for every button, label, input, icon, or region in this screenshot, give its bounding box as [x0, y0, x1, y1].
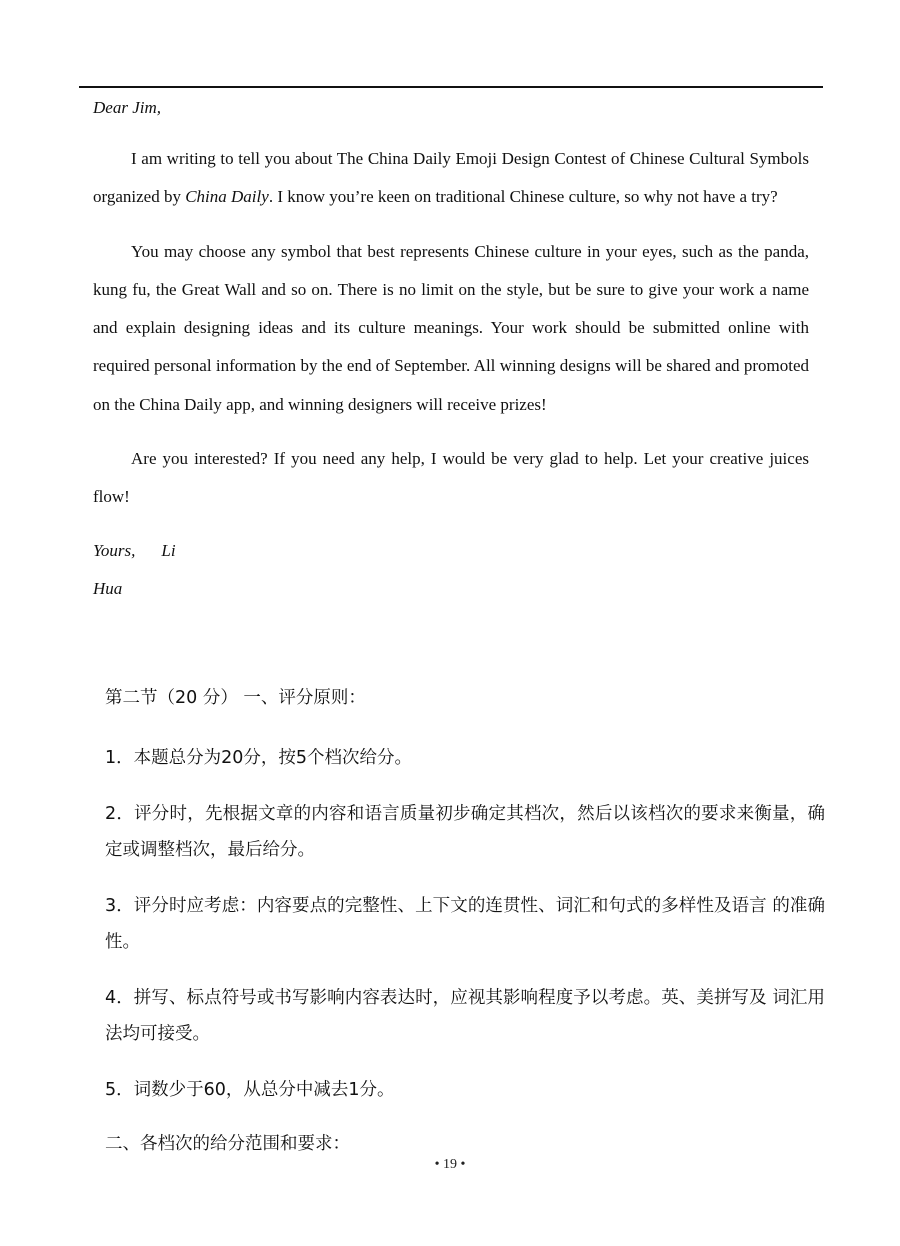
signature-given-name-part: Li [161, 540, 176, 560]
letter-signature: Hua [93, 578, 123, 598]
scoring-rule-1: 1．本题总分为20分，按5个档次给分。 [105, 748, 413, 768]
scoring-section [105, 684, 825, 1162]
letter-paragraph-1 [93, 140, 809, 217]
scoring-rule-5: 5．词数少于60，从总分中减去1分。 [105, 1080, 395, 1100]
letter-greeting: Dear Jim, [93, 98, 161, 117]
scoring-rule-4: 4．拼写、标点符号或书写影响内容表达时，应视其影响程度予以考虑。英、美拼写及 词汇用法均可接受。 [105, 988, 825, 1044]
closing-word: Yours, [93, 540, 136, 560]
paragraph-1-text-end: . I know you’re keen on traditional Chinese culture, so why not have a try? [268, 187, 778, 207]
letter-paragraph-2: You may choose any symbol that best represents Chinese culture in your eyes, such as the panda, kung fu, the Great Wall and so on. There is no limit on the style, but be sure to give your work a name and explain designing ideas and its culture meanings. Your work should be submitted online with required personal information by the end of September. All winning designs will be shared and promoted on the China Daily app, and winning designers will receive prizes! [93, 241, 809, 414]
sample-letter [93, 96, 809, 608]
grade-levels-heading: 二、各档次的给分范围和要求： [105, 1134, 350, 1154]
scoring-rule-2: 2．评分时，先根据文章的内容和语言质量初步确定其档次，然后以该档次的要求来衡量，确定或调整档次，最后给分。 [105, 804, 825, 860]
letter-closing [93, 532, 809, 570]
top-divider [79, 86, 823, 88]
section-title: 第二节（20 分） 一、评分原则： [105, 688, 366, 708]
newspaper-name: China Daily [185, 187, 269, 207]
page-number: • 19 • [434, 1157, 466, 1172]
letter-paragraph-3: Are you interested? If you need any help, I would be very glad to help. Let your creative juices flow! [93, 449, 809, 507]
paragraph-1-text-start: I am writing to tell you about The China Daily Emoji Design Contest of Chinese Cultural Symbols organized by [93, 149, 809, 207]
scoring-rule-3: 3．评分时应考虑：内容要点的完整性、上下文的连贯性、词汇和句式的多样性及语言 的准确性。 [105, 896, 825, 952]
